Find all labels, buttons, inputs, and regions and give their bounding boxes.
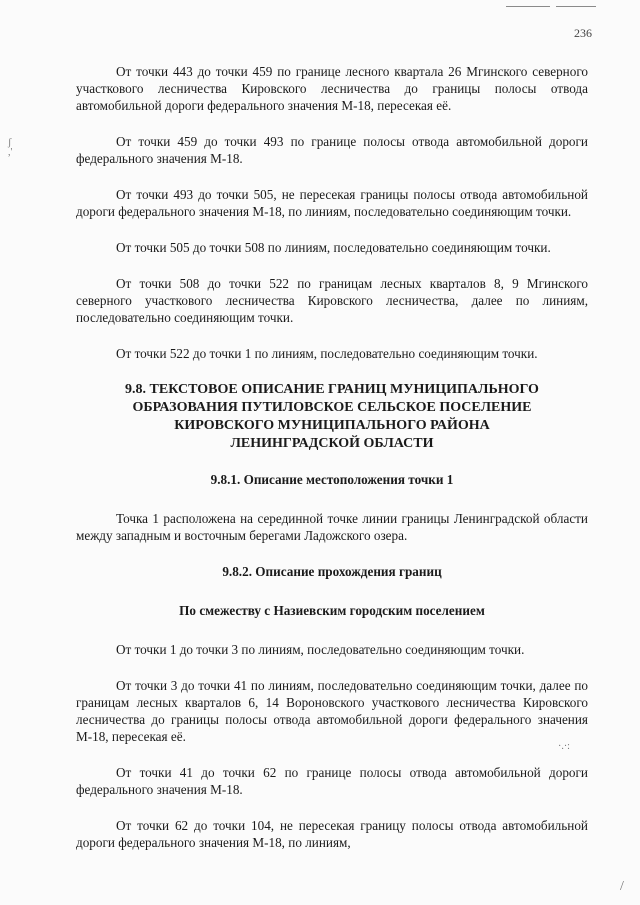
scan-mark-right: ·.·: <box>558 741 570 752</box>
subsection-title: 9.8.2. Описание прохождения границ <box>222 564 442 579</box>
scan-mark-corner: / <box>620 879 624 894</box>
adjacency-heading: По смежеству с Назиевским городским поселением <box>179 603 485 618</box>
paragraph: От точки 505 до точки 508 по линиям, последовательно соединяющим точки. <box>116 240 551 255</box>
subsection-title: 9.8.1. Описание местоположения точки 1 <box>210 472 454 487</box>
paragraph: От точки 41 до точки 62 по границе полосы отвода автомобильной дороги федерального значения М-18. <box>76 765 588 797</box>
paragraph: От точки 522 до точки 1 по линиям, последовательно соединяющим точки. <box>116 346 538 361</box>
paragraph: От точки 493 до точки 505, не пересекая границы полосы отвода автомобильной дороги федерального значения М-18, по линиям, последовательно соединяющим точки. <box>76 187 588 219</box>
paragraph: Точка 1 расположена на серединной точке линии границы Ленинградской области между западным и восточным берегами Ладожского озера. <box>76 511 588 543</box>
top-rule-right <box>556 6 596 7</box>
paragraph: От точки 62 до точки 104, не пересекая границу полосы отвода автомобильной дороги федерального значения М-18, по линиям, <box>76 818 588 850</box>
paragraph: От точки 459 до точки 493 по границе полосы отвода автомобильной дороги федерального значения М-18. <box>76 134 588 166</box>
section-title-line: 9.8. ТЕКСТОВОЕ ОПИСАНИЕ ГРАНИЦ МУНИЦИПАЛЬНОГО <box>125 382 539 397</box>
scan-mark-left: ʃ ,' <box>8 137 13 158</box>
page-number: 236 <box>574 26 592 40</box>
document-body <box>76 63 588 870</box>
paragraph: От точки 3 до точки 41 по линиям, последовательно соединяющим точки, далее по границам лесных кварталов 6, 14 Вороновского участкового лесничества Кировского лесничества до границы полосы отвода автомобильной дороги федерального значения М-18, пересекая её. <box>76 678 588 744</box>
paragraph: От точки 443 до точки 459 по границе лесного квартала 26 Мгинского северного участкового лесничества Кировского лесничества до границы полосы отвода автомобильной дороги федерального значения М-18, пересекая её. <box>76 64 588 113</box>
section-title <box>76 381 588 453</box>
section-title-line: ОБРАЗОВАНИЯ ПУТИЛОВСКОЕ СЕЛЬСКОЕ ПОСЕЛЕНИЕ <box>132 400 532 415</box>
paragraph: От точки 1 до точки 3 по линиям, последовательно соединяющим точки. <box>116 642 525 657</box>
top-rule-left <box>506 6 550 7</box>
section-title-line: КИРОВСКОГО МУНИЦИПАЛЬНОГО РАЙОНА <box>174 418 490 433</box>
paragraph: От точки 508 до точки 522 по границам лесных кварталов 8, 9 Мгинского северного участкового лесничества Кировского лесничества, далее по линиям, последовательно соединяющим точки. <box>76 276 588 325</box>
section-title-line: ЛЕНИНГРАДСКОЙ ОБЛАСТИ <box>230 436 434 451</box>
